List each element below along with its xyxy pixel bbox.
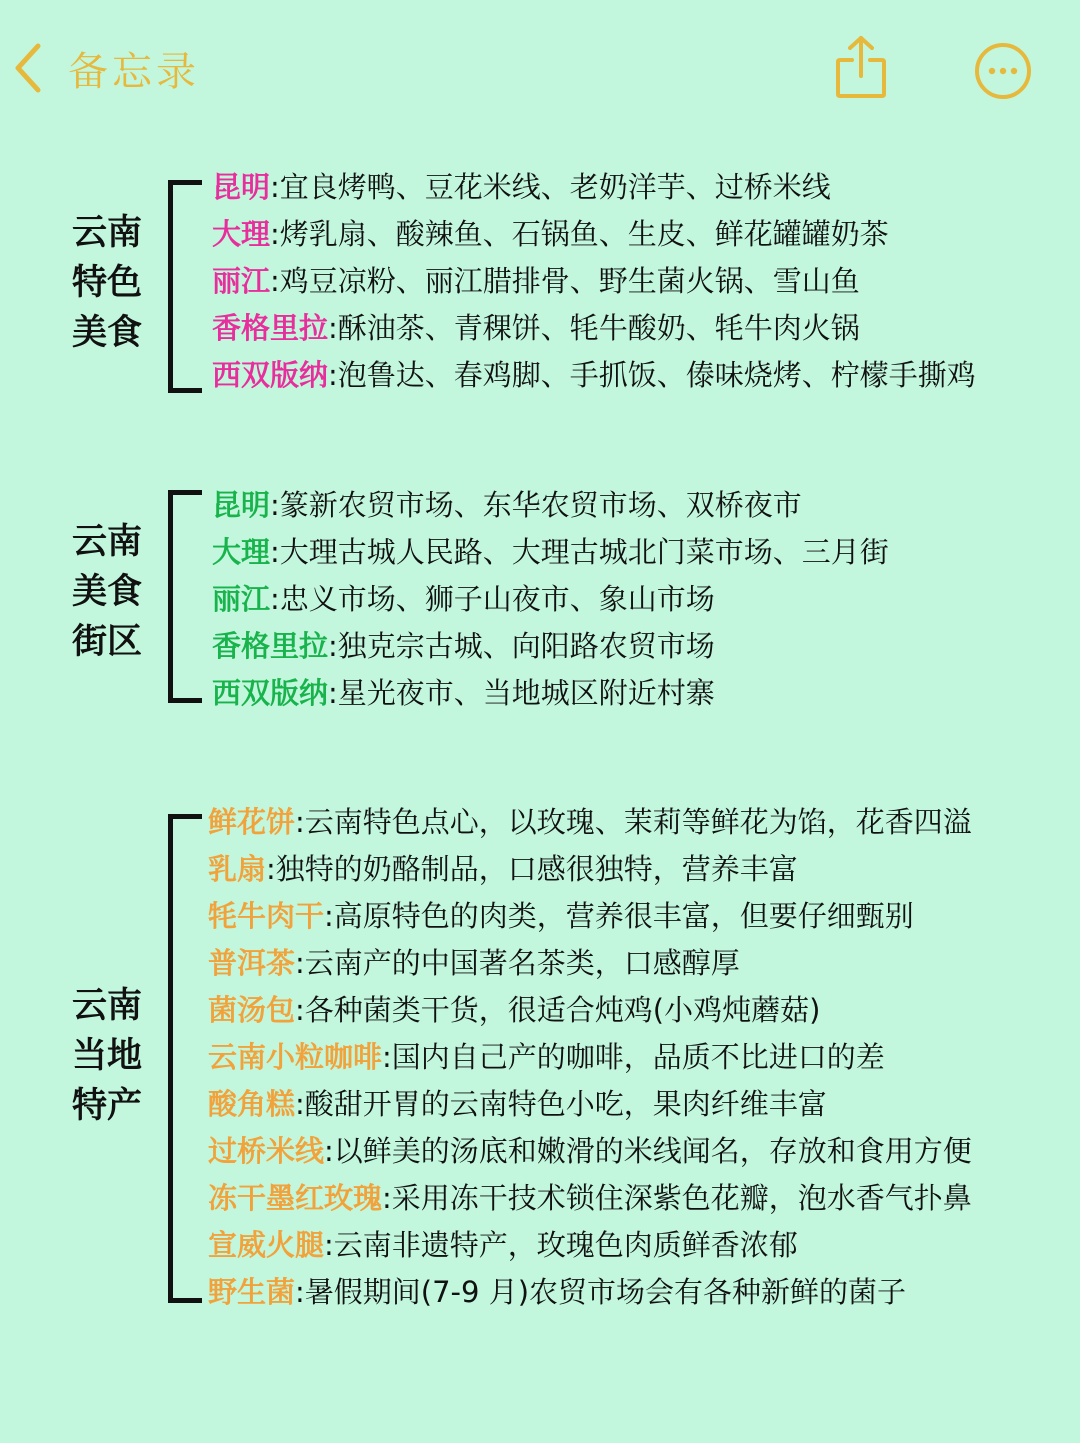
item-text: 星光夜市、当地城区附近村寨 [337,676,715,710]
nav-bar [0,0,1080,140]
item-text: 暑假期间(7-9 月)农贸市场会有各种新鲜的菌子 [304,1275,907,1309]
item-key: 菌汤包 [208,993,296,1027]
item-text: 独特的奶酪制品，口感很独特，营养丰富 [275,852,798,886]
section-title-line: 云南 [72,213,143,253]
item-key: 鲜花饼 [208,805,296,839]
bracket [168,814,202,1303]
item-key: 西双版纳 [212,358,329,392]
list-item: 云南小粒咖啡:国内自己产的咖啡，品质不比进口的差 [208,1040,885,1074]
bracket [168,180,202,393]
section-title [72,981,152,1131]
item-text: 鸡豆凉粉、丽江腊排骨、野生菌火锅、雪山鱼 [279,264,860,298]
list-item: 昆明:篆新农贸市场、东华农贸市场、双桥夜市 [212,488,802,522]
section-title-line: 云南 [72,986,143,1026]
item-key: 酸角糕 [208,1087,296,1121]
list-item: 乳扇:独特的奶酪制品，口感很独特，营养丰富 [208,852,798,886]
list-item: 冻干墨红玫瑰:采用冻干技术锁住深紫色花瓣，泡水香气扑鼻 [208,1181,972,1215]
item-key: 西双版纳 [212,676,329,710]
item-text: 以鲜美的汤底和嫩滑的米线闻名，存放和食用方便 [333,1134,972,1168]
list-item: 香格里拉:酥油茶、青稞饼、牦牛酸奶、牦牛肉火锅 [212,311,860,345]
item-key: 昆明 [212,488,271,522]
list-item: 酸角糕:酸甜开胃的云南特色小吃，果肉纤维丰富 [208,1087,827,1121]
list-item: 西双版纳:泡鲁达、春鸡脚、手抓饭、傣味烧烤、柠檬手撕鸡 [212,358,976,392]
more-button[interactable] [974,42,1032,100]
list-item: 丽江:忠义市场、狮子山夜市、象山市场 [212,582,715,616]
item-key: 大理 [212,535,271,569]
section-title-line: 美食 [72,313,143,353]
section-title-line: 云南 [72,522,143,562]
more-icon [974,85,1032,104]
item-key: 香格里拉 [212,629,329,663]
item-text: 宜良烤鸭、豆花米线、老奶洋芋、过桥米线 [279,170,831,204]
item-text: 高原特色的肉类，营养很丰富，但要仔细甄别 [333,899,914,933]
list-item: 鲜花饼:云南特色点心，以玫瑰、茉莉等鲜花为馅，花香四溢 [208,805,972,839]
item-text: 独克宗古城、向阳路农贸市场 [337,629,715,663]
list-item: 香格里拉:独克宗古城、向阳路农贸市场 [212,629,715,663]
section-title [72,208,152,358]
list-item: 昆明:宜良烤鸭、豆花米线、老奶洋芋、过桥米线 [212,170,831,204]
list-item: 过桥米线:以鲜美的汤底和嫩滑的米线闻名，存放和食用方便 [208,1134,972,1168]
item-text: 云南非遗特产，玫瑰色肉质鲜香浓郁 [333,1228,798,1262]
list-item: 普洱茶:云南产的中国著名茶类，口感醇厚 [208,946,740,980]
section-title-line: 街区 [72,622,143,662]
bracket [168,490,202,703]
item-key: 云南小粒咖啡 [208,1040,383,1074]
item-text: 烤乳扇、酸辣鱼、石锅鱼、生皮、鲜花罐罐奶茶 [279,217,889,251]
share-button[interactable] [834,34,888,100]
item-key: 牦牛肉干 [208,899,325,933]
list-item: 宣威火腿:云南非遗特产，玫瑰色肉质鲜香浓郁 [208,1228,798,1262]
item-text: 忠义市场、狮子山夜市、象山市场 [279,582,715,616]
section-title-line: 特产 [72,1086,143,1126]
item-key: 宣威火腿 [208,1228,325,1262]
chevron-left-icon [12,42,44,94]
item-key: 过桥米线 [208,1134,325,1168]
item-text: 酸甜开胃的云南特色小吃，果肉纤维丰富 [304,1087,827,1121]
section-title-line: 美食 [72,572,143,612]
item-key: 香格里拉 [212,311,329,345]
item-text: 大理古城人民路、大理古城北门菜市场、三月街 [279,535,889,569]
item-key: 普洱茶 [208,946,296,980]
item-text: 云南产的中国著名茶类，口感醇厚 [304,946,740,980]
item-key: 乳扇 [208,852,267,886]
item-key: 丽江 [212,582,271,616]
list-item: 菌汤包:各种菌类干货，很适合炖鸡(小鸡炖蘑菇) [208,993,821,1027]
item-text: 篆新农贸市场、东华农贸市场、双桥夜市 [279,488,802,522]
item-text: 云南特色点心，以玫瑰、茉莉等鲜花为馅，花香四溢 [304,805,972,839]
share-icon [834,85,888,104]
item-key: 冻干墨红玫瑰 [208,1181,383,1215]
item-text: 酥油茶、青稞饼、牦牛酸奶、牦牛肉火锅 [337,311,860,345]
item-text: 各种菌类干货，很适合炖鸡(小鸡炖蘑菇) [304,993,821,1027]
list-item: 丽江:鸡豆凉粉、丽江腊排骨、野生菌火锅、雪山鱼 [212,264,860,298]
item-key: 昆明 [212,170,271,204]
item-key: 野生菌 [208,1275,296,1309]
section-title-line: 特色 [72,263,143,303]
back-button[interactable] [12,40,200,96]
list-item: 野生菌:暑假期间(7-9 月)农贸市场会有各种新鲜的菌子 [208,1275,907,1309]
item-key: 大理 [212,217,271,251]
item-text: 国内自己产的咖啡，品质不比进口的差 [391,1040,885,1074]
section-title-line: 当地 [72,1036,143,1076]
item-key: 丽江 [212,264,271,298]
back-label: 备忘录 [68,48,200,95]
list-item: 西双版纳:星光夜市、当地城区附近村寨 [212,676,715,710]
section-title [72,517,152,667]
item-text: 采用冻干技术锁住深紫色花瓣，泡水香气扑鼻 [391,1181,972,1215]
list-item: 大理:大理古城人民路、大理古城北门菜市场、三月街 [212,535,889,569]
list-item: 大理:烤乳扇、酸辣鱼、石锅鱼、生皮、鲜花罐罐奶茶 [212,217,889,251]
list-item: 牦牛肉干:高原特色的肉类，营养很丰富，但要仔细甄别 [208,899,914,933]
item-text: 泡鲁达、春鸡脚、手抓饭、傣味烧烤、柠檬手撕鸡 [337,358,976,392]
